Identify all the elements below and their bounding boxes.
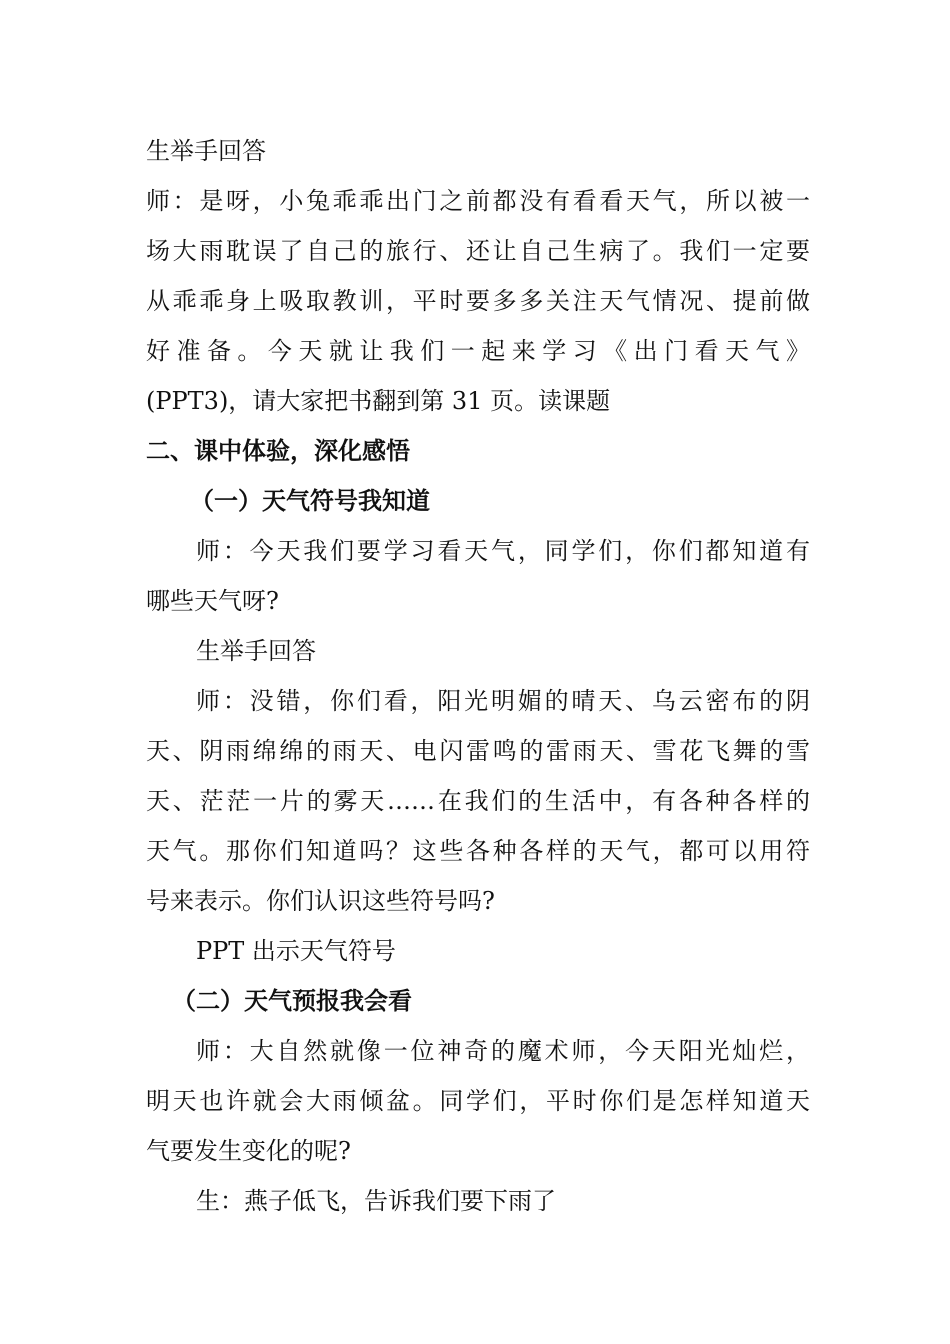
teacher-paragraph-line: 师：大自然就像一位神奇的魔术师，今天阳光灿烂，: [196, 1037, 810, 1065]
subsection-heading: （二）天气预报我会看: [172, 987, 412, 1015]
section-heading: 二、课中体验，深化感悟: [146, 437, 410, 465]
teacher-paragraph-line: 师：是呀，小兔乖乖出门之前都没有看看天气，所以被一: [146, 187, 810, 215]
paragraph-line: 号来表示。你们认识这些符号吗?: [146, 887, 495, 915]
paragraph-line: (PPT3)，请大家把书翻到第 31 页。读课题: [146, 387, 611, 415]
teacher-paragraph-line: 师：没错，你们看，阳光明媚的晴天、乌云密布的阴: [196, 687, 810, 715]
subsection-heading: （一）天气符号我知道: [190, 487, 430, 515]
paragraph-line: 从乖乖身上吸取教训，平时要多多关注天气情况、提前做: [146, 287, 810, 315]
paragraph-line: 天、阴雨绵绵的雨天、电闪雷鸣的雷雨天、雪花飞舞的雪: [146, 737, 810, 765]
paragraph-line: 天、茫茫一片的雾天……在我们的生活中，有各种各样的: [146, 787, 810, 815]
paragraph-line: 明天也许就会大雨倾盆。同学们，平时你们是怎样知道天: [146, 1087, 810, 1115]
student-answer-line: 生：燕子低飞，告诉我们要下雨了: [196, 1187, 556, 1215]
paragraph-line: 场大雨耽误了自己的旅行、还让自己生病了。我们一定要: [146, 237, 810, 265]
paragraph-line: 哪些天气呀?: [146, 587, 279, 615]
paragraph-line: 好准备。今天就让我们一起来学习《出门看天气》: [146, 337, 810, 365]
answer-line: 生举手回答: [196, 637, 316, 665]
teacher-paragraph-line: 师：今天我们要学习看天气，同学们，你们都知道有: [196, 537, 810, 565]
paragraph-line: 天气。那你们知道吗？这些各种各样的天气，都可以用符: [146, 837, 810, 865]
answer-line: 生举手回答: [146, 137, 266, 165]
paragraph-line: 气要发生变化的呢?: [146, 1137, 351, 1165]
ppt-note-line: PPT 出示天气符号: [196, 937, 396, 965]
